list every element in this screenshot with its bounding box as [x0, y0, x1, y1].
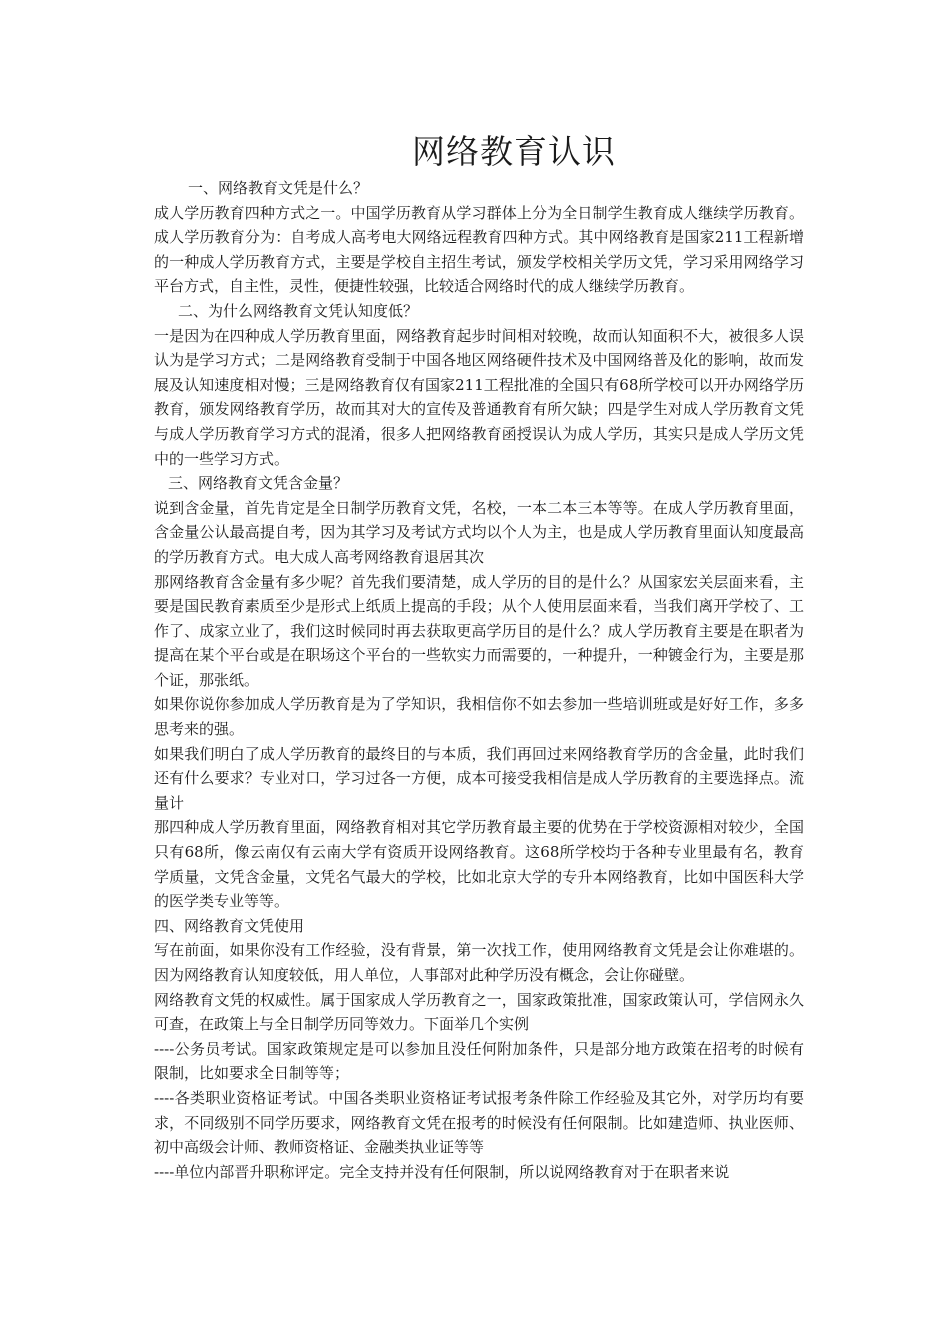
section-value: [154, 471, 804, 914]
paragraph: 写在前面，如果你没有工作经验，没有背景，第一次找工作，使用网络教育文凭是会让你难堪的。因为网络教育认知度较低，用人单位，人事部对此种学历没有概念，会让你碰壁。: [154, 941, 804, 984]
paragraph: 如果你说你参加成人学历教育是为了学知识，我相信你不如去参加一些培训班或是好好工作，多多思考来的强。: [154, 695, 804, 739]
document-title: 网络教育认识: [412, 132, 616, 171]
section-low-recognition: [154, 299, 804, 471]
paragraph: 一是因为在四种成人学历教育里面，网络教育起步时间相对较晚，故而认知面积不大，被很多人误认为是学习方式；二是网络教育受制于中国各地区网络硬件技术及中国网络普及化的影响，故而发展及认知速度相对慢；三是网络教育仅有国家211工程批准的全国只有68所学校可以开办网络学历教育，颁发网络教育学历，故而其对大的宣传及普通教育有所欠缺；四是学生对成人学历教育文凭与成人学历教育学习方式的混淆，很多人把网络教育函授误认为成人学历，其实只是成人学历文凭中的一些学习方式。: [154, 326, 804, 468]
section-heading: 三、网络教育文凭含金量？: [168, 474, 349, 493]
paragraph: 那网络教育含金量有多少呢？首先我们要清楚，成人学历的目的是什么？从国家宏关层面来看，主要是国民教育素质至少是形式上纸质上提高的手段；从个人使用层面来看，当我们离开学校了、工作了、成家立业了，我们这时候同时再去获取更高学历目的是什么？成人学历教育主要是在职者为提高在某个平台或是在职场这个平台的一些软实力而需要的，一种提升，一种镀金行为，主要是那个证，那张纸。: [154, 572, 804, 689]
paragraph: 那四种成人学历教育里面，网络教育相对其它学历教育最主要的优势在于学校资源相对较少，全国只有68所，像云南仅有云南大学有资质开设网络教育。这68所学校均于各种专业里最有名，教育学质量，文凭含金量，文凭名气最大的学校，比如北京大学的专升本网络教育，比如中国医科大学的医学类专业等等。: [154, 818, 804, 911]
section-what-is: [154, 176, 804, 299]
paragraph: 成人学历教育四种方式之一。中国学历教育从学习群体上分为全日制学生教育成人继续学历教育。成人学历教育分为：自考成人高考电大网络远程教育四种方式。其中网络教育是国家211工程新增的一种成人学历教育方式，主要是学校自主招生考试，颁发学校相关学历文凭，学习采用网络学习平台方式，自主性，灵性，便捷性较强，比较适合网络时代的成人继续学历教育。: [154, 203, 804, 296]
paragraph: 网络教育文凭的权威性。属于国家成人学历教育之一，国家政策批准，国家政策认可，学信网永久可查，在政策上与全日制学历同等效力。下面举几个实例: [154, 990, 804, 1034]
paragraph: ----各类职业资格证考试。中国各类职业资格证考试报考条件除工作经验及其它外，对学历均有要求，不同级别不同学历要求，网络教育文凭在报考的时候没有任何限制。比如建造师、执业医师、初中高级会计师、教师资格证、金融类执业证等等: [154, 1088, 804, 1157]
section-heading: 二、为什么网络教育文凭认知度低？: [178, 301, 419, 320]
section-usage: [154, 914, 804, 1185]
document-body: [154, 128, 804, 1184]
section-heading: 一、网络教育文凭是什么？: [188, 179, 369, 197]
paragraph: ----公务员考试。国家政策规定是可以参加且没任何附加条件，只是部分地方政策在招考的时候有限制，比如要求全日制等等；: [154, 1039, 804, 1083]
paragraph: ----单位内部晋升职称评定。完全支持并没有任何限制，所以说网络教育对于在职者来说: [154, 1162, 730, 1181]
paragraph: 说到含金量，首先肯定是全日制学历教育文凭，名校，一本二本三本等等。在成人学历教育里面，含金量公认最高提自考，因为其学习及考试方式均以个人为主，也是成人学历教育里面认知度最高的学历教育方式。电大成人高考网络教育退居其次: [154, 498, 804, 566]
section-heading: 四、网络教育文凭使用: [154, 916, 305, 935]
paragraph: 如果我们明白了成人学历教育的最终目的与本质，我们再回过来网络教育学历的含金量，此时我们还有什么要求？专业对口，学习过各一方便，成本可接受我相信是成人学历教育的主要选择点。流量计: [154, 744, 804, 812]
